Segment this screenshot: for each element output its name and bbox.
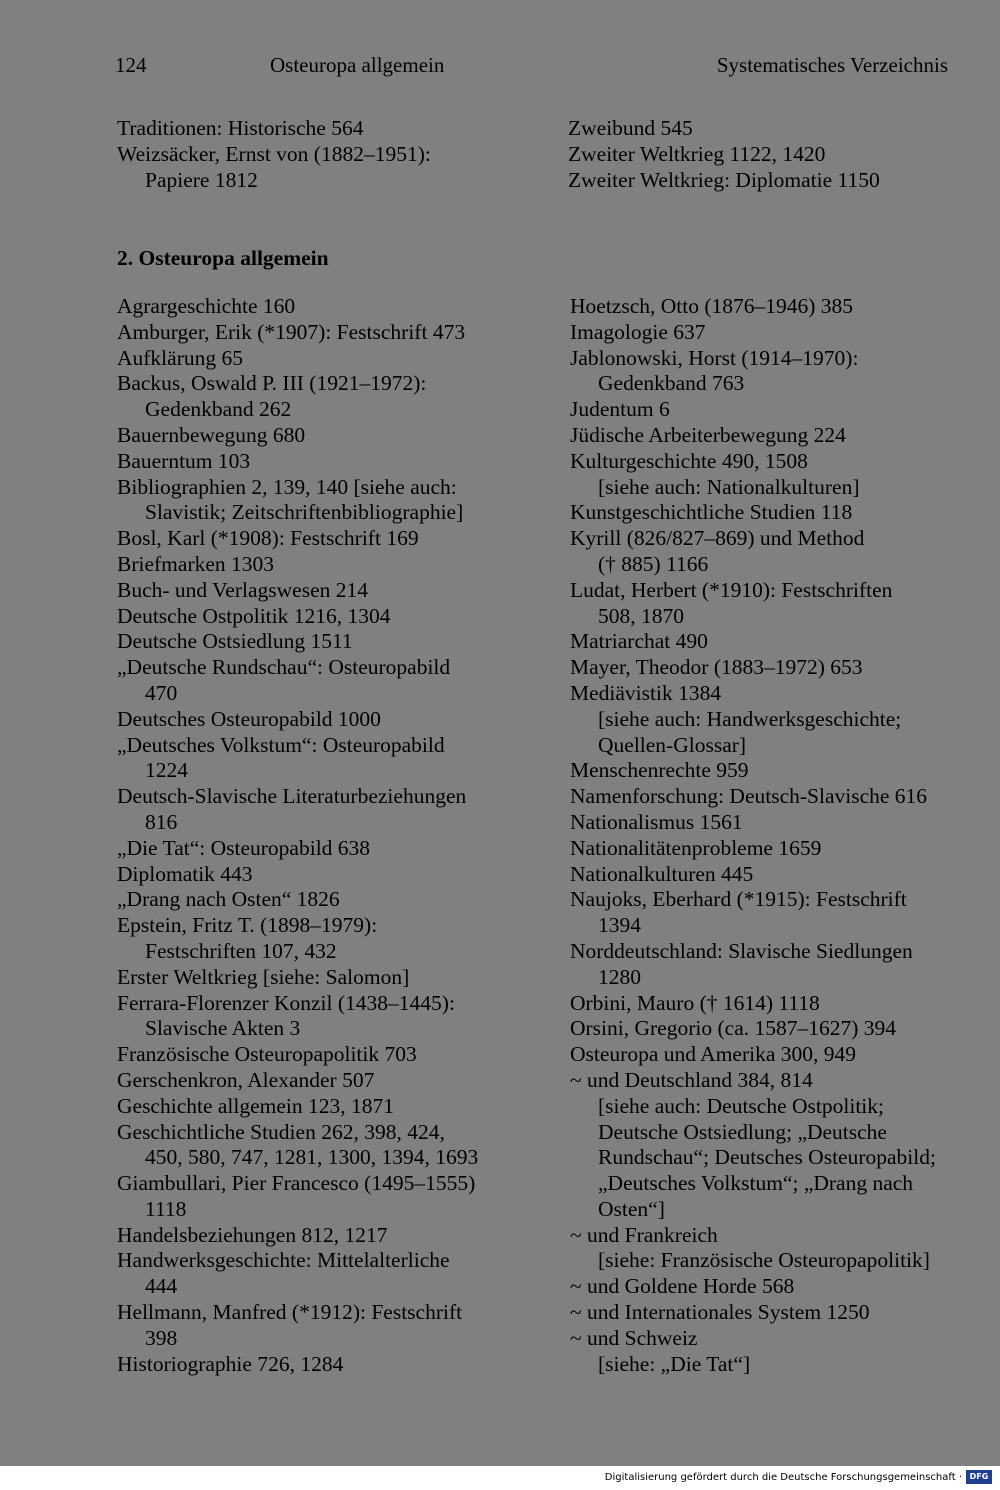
index-entry: Kyrill (826/827–869) und Method: [570, 526, 865, 551]
index-entry: Menschenrechte 959: [570, 758, 749, 783]
index-entry: Deutsches Osteuropabild 1000: [117, 706, 381, 731]
index-entry: Judentum 6: [570, 397, 670, 422]
index-entry: Bauerntum 103: [117, 448, 251, 473]
index-entry: Zweiter Weltkrieg 1122, 1420: [568, 141, 826, 166]
index-subline: 450, 580, 747, 1281, 1300, 1394, 1693: [145, 1145, 479, 1170]
index-entry: ~ und Internationales System 1250: [570, 1300, 870, 1325]
index-subline: 1224: [145, 758, 188, 783]
index-entry: Zweibund 545: [568, 116, 693, 140]
index-entry: Jüdische Arbeiterbewegung 224: [570, 422, 846, 447]
index-entry: Orsini, Gregorio (ca. 1587–1627) 394: [570, 1016, 897, 1041]
index-entry: Jablonowski, Horst (1914–1970):: [570, 345, 859, 370]
index-entry: Bosl, Karl (*1908): Festschrift 169: [117, 526, 419, 551]
index-subline: Slavistik; Zeitschriftenbibliographie]: [145, 500, 464, 525]
index-entry: Traditionen: Historische 564: [117, 116, 364, 140]
index-subline: 1280: [598, 964, 641, 989]
index-subline: 398: [145, 1325, 178, 1350]
right-index-column: [570, 294, 936, 1377]
index-entry: Mayer, Theodor (1883–1972) 653: [570, 655, 863, 680]
index-entry: Geschichte allgemein 123, 1871: [117, 1093, 395, 1118]
index-entry: Epstein, Fritz T. (1898–1979):: [117, 913, 378, 938]
index-subline: [siehe: Französische Osteuropapolitik]: [598, 1248, 930, 1273]
index-entry: Deutsche Ostpolitik 1216, 1304: [117, 603, 391, 628]
footer-credit: Digitalisierung gefördert durch die Deutsche Forschungsgemeinschaft ·: [604, 1472, 962, 1483]
index-entry: Gerschenkron, Alexander 507: [117, 1067, 375, 1092]
index-entry: Deutsch-Slavische Literaturbeziehungen: [117, 784, 467, 809]
index-entry: ~ und Deutschland 384, 814: [570, 1067, 813, 1092]
index-entry: Matriarchat 490: [570, 629, 708, 654]
index-entry: Diplomatik 443: [117, 861, 253, 886]
index-entry: Nationalismus 1561: [570, 809, 743, 834]
index-entry: Imagologie 637: [570, 319, 706, 344]
index-subline: [siehe auch: Nationalkulturen]: [598, 474, 860, 499]
index-entry: ~ und Schweiz: [570, 1325, 698, 1350]
index-subline: 508, 1870: [598, 603, 684, 628]
index-entry: Briefmarken 1303: [117, 551, 275, 576]
index-subline: Deutsche Ostsiedlung; „Deutsche: [598, 1119, 887, 1144]
index-entry: Buch- und Verlagswesen 214: [117, 577, 368, 602]
index-subline: Rundschau“; Deutsches Osteuropabild;: [598, 1145, 936, 1170]
top-right-index-column: [568, 116, 880, 193]
index-entry: Hoetzsch, Otto (1876–1946) 385: [570, 294, 854, 318]
running-header-title: Osteuropa allgemein: [270, 53, 445, 77]
index-entry: ~ und Frankreich: [570, 1222, 718, 1247]
index-subline: 470: [145, 680, 178, 705]
index-entry: Giambullari, Pier Francesco (1495–1555): [117, 1171, 476, 1196]
index-entry: „Deutsches Volkstum“: Osteuropabild: [117, 732, 445, 757]
index-entry: Weizsäcker, Ernst von (1882–1951):: [117, 141, 431, 166]
index-entry: Backus, Oswald P. III (1921–1972):: [117, 371, 427, 396]
index-entry: Naujoks, Eberhard (*1915): Festschrift: [570, 887, 907, 912]
index-subline: Quellen-Glossar]: [598, 732, 747, 757]
index-entry: Norddeutschland: Slavische Siedlungen: [570, 938, 913, 963]
index-entry: Kulturgeschichte 490, 1508: [570, 448, 808, 473]
index-subline: 1394: [598, 913, 641, 938]
index-subline: († 885) 1166: [598, 551, 709, 576]
left-index-column: [117, 294, 478, 1377]
index-entry: Erster Weltkrieg [siehe: Salomon]: [117, 964, 410, 989]
index-entry: „Drang nach Osten“ 1826: [117, 887, 340, 912]
index-entry: Hellmann, Manfred (*1912): Festschrift: [117, 1300, 463, 1325]
index-entry: Nationalkulturen 445: [570, 861, 754, 886]
index-subline: 816: [145, 809, 178, 834]
index-subline: Gedenkband 262: [145, 397, 292, 422]
index-entry: Mediävistik 1384: [570, 680, 722, 705]
index-entry: „Deutsche Rundschau“: Osteuropabild: [117, 655, 451, 680]
digitization-footer: [0, 1466, 1000, 1490]
index-subline: [siehe auch: Deutsche Ostpolitik;: [598, 1093, 884, 1118]
index-entry: Kunstgeschichtliche Studien 118: [570, 500, 853, 525]
index-entry: Deutsche Ostsiedlung 1511: [117, 629, 353, 654]
page-number: 124: [115, 53, 147, 77]
index-subline: 444: [145, 1274, 178, 1299]
index-subline: Osten“]: [598, 1196, 665, 1221]
index-entry: Bauernbewegung 680: [117, 422, 306, 447]
index-entry: Handwerksgeschichte: Mittelalterliche: [117, 1248, 450, 1273]
index-entry: Historiographie 726, 1284: [117, 1351, 344, 1376]
index-subline: Papiere 1812: [145, 167, 258, 192]
index-subline: Festschriften 107, 432: [145, 938, 337, 963]
index-entry: „Die Tat“: Osteuropabild 638: [117, 835, 371, 860]
index-subline: Gedenkband 763: [598, 371, 745, 396]
index-entry: Geschichtliche Studien 262, 398, 424,: [117, 1119, 445, 1144]
index-entry: Ludat, Herbert (*1910): Festschriften: [570, 577, 893, 602]
top-left-index-column: [117, 116, 431, 193]
index-entry: Ferrara-Florenzer Konzil (1438–1445):: [117, 990, 455, 1015]
index-entry: Osteuropa und Amerika 300, 949: [570, 1042, 857, 1067]
index-entry: Nationalitätenprobleme 1659: [570, 835, 822, 860]
index-entry: Bibliographien 2, 139, 140 [siehe auch:: [117, 474, 457, 499]
index-subline: [siehe: „Die Tat“]: [598, 1351, 751, 1376]
index-subline: [siehe auch: Handwerksgeschichte;: [598, 706, 902, 731]
index-entry: Aufklärung 65: [117, 345, 243, 370]
index-subline: Slavische Akten 3: [145, 1016, 301, 1041]
index-subline: 1118: [145, 1196, 187, 1221]
dfg-logo: DFG: [966, 1470, 992, 1484]
index-entry: Zweiter Weltkrieg: Diplomatie 1150: [568, 167, 880, 192]
index-entry: ~ und Goldene Horde 568: [570, 1274, 795, 1299]
index-subline: „Deutsches Volkstum“; „Drang nach: [598, 1171, 914, 1196]
index-entry: Agrargeschichte 160: [117, 294, 296, 318]
index-entry: Namenforschung: Deutsch-Slavische 616: [570, 784, 928, 809]
index-entry: Handelsbeziehungen 812, 1217: [117, 1222, 388, 1247]
index-entry: Französische Osteuropapolitik 703: [117, 1042, 417, 1067]
index-entry: Amburger, Erik (*1907): Festschrift 473: [117, 319, 466, 344]
running-header-section: Systematisches Verzeichnis: [716, 53, 948, 77]
index-entry: Orbini, Mauro († 1614) 1118: [570, 990, 820, 1015]
section-heading: 2. Osteuropa allgemein: [117, 246, 329, 270]
